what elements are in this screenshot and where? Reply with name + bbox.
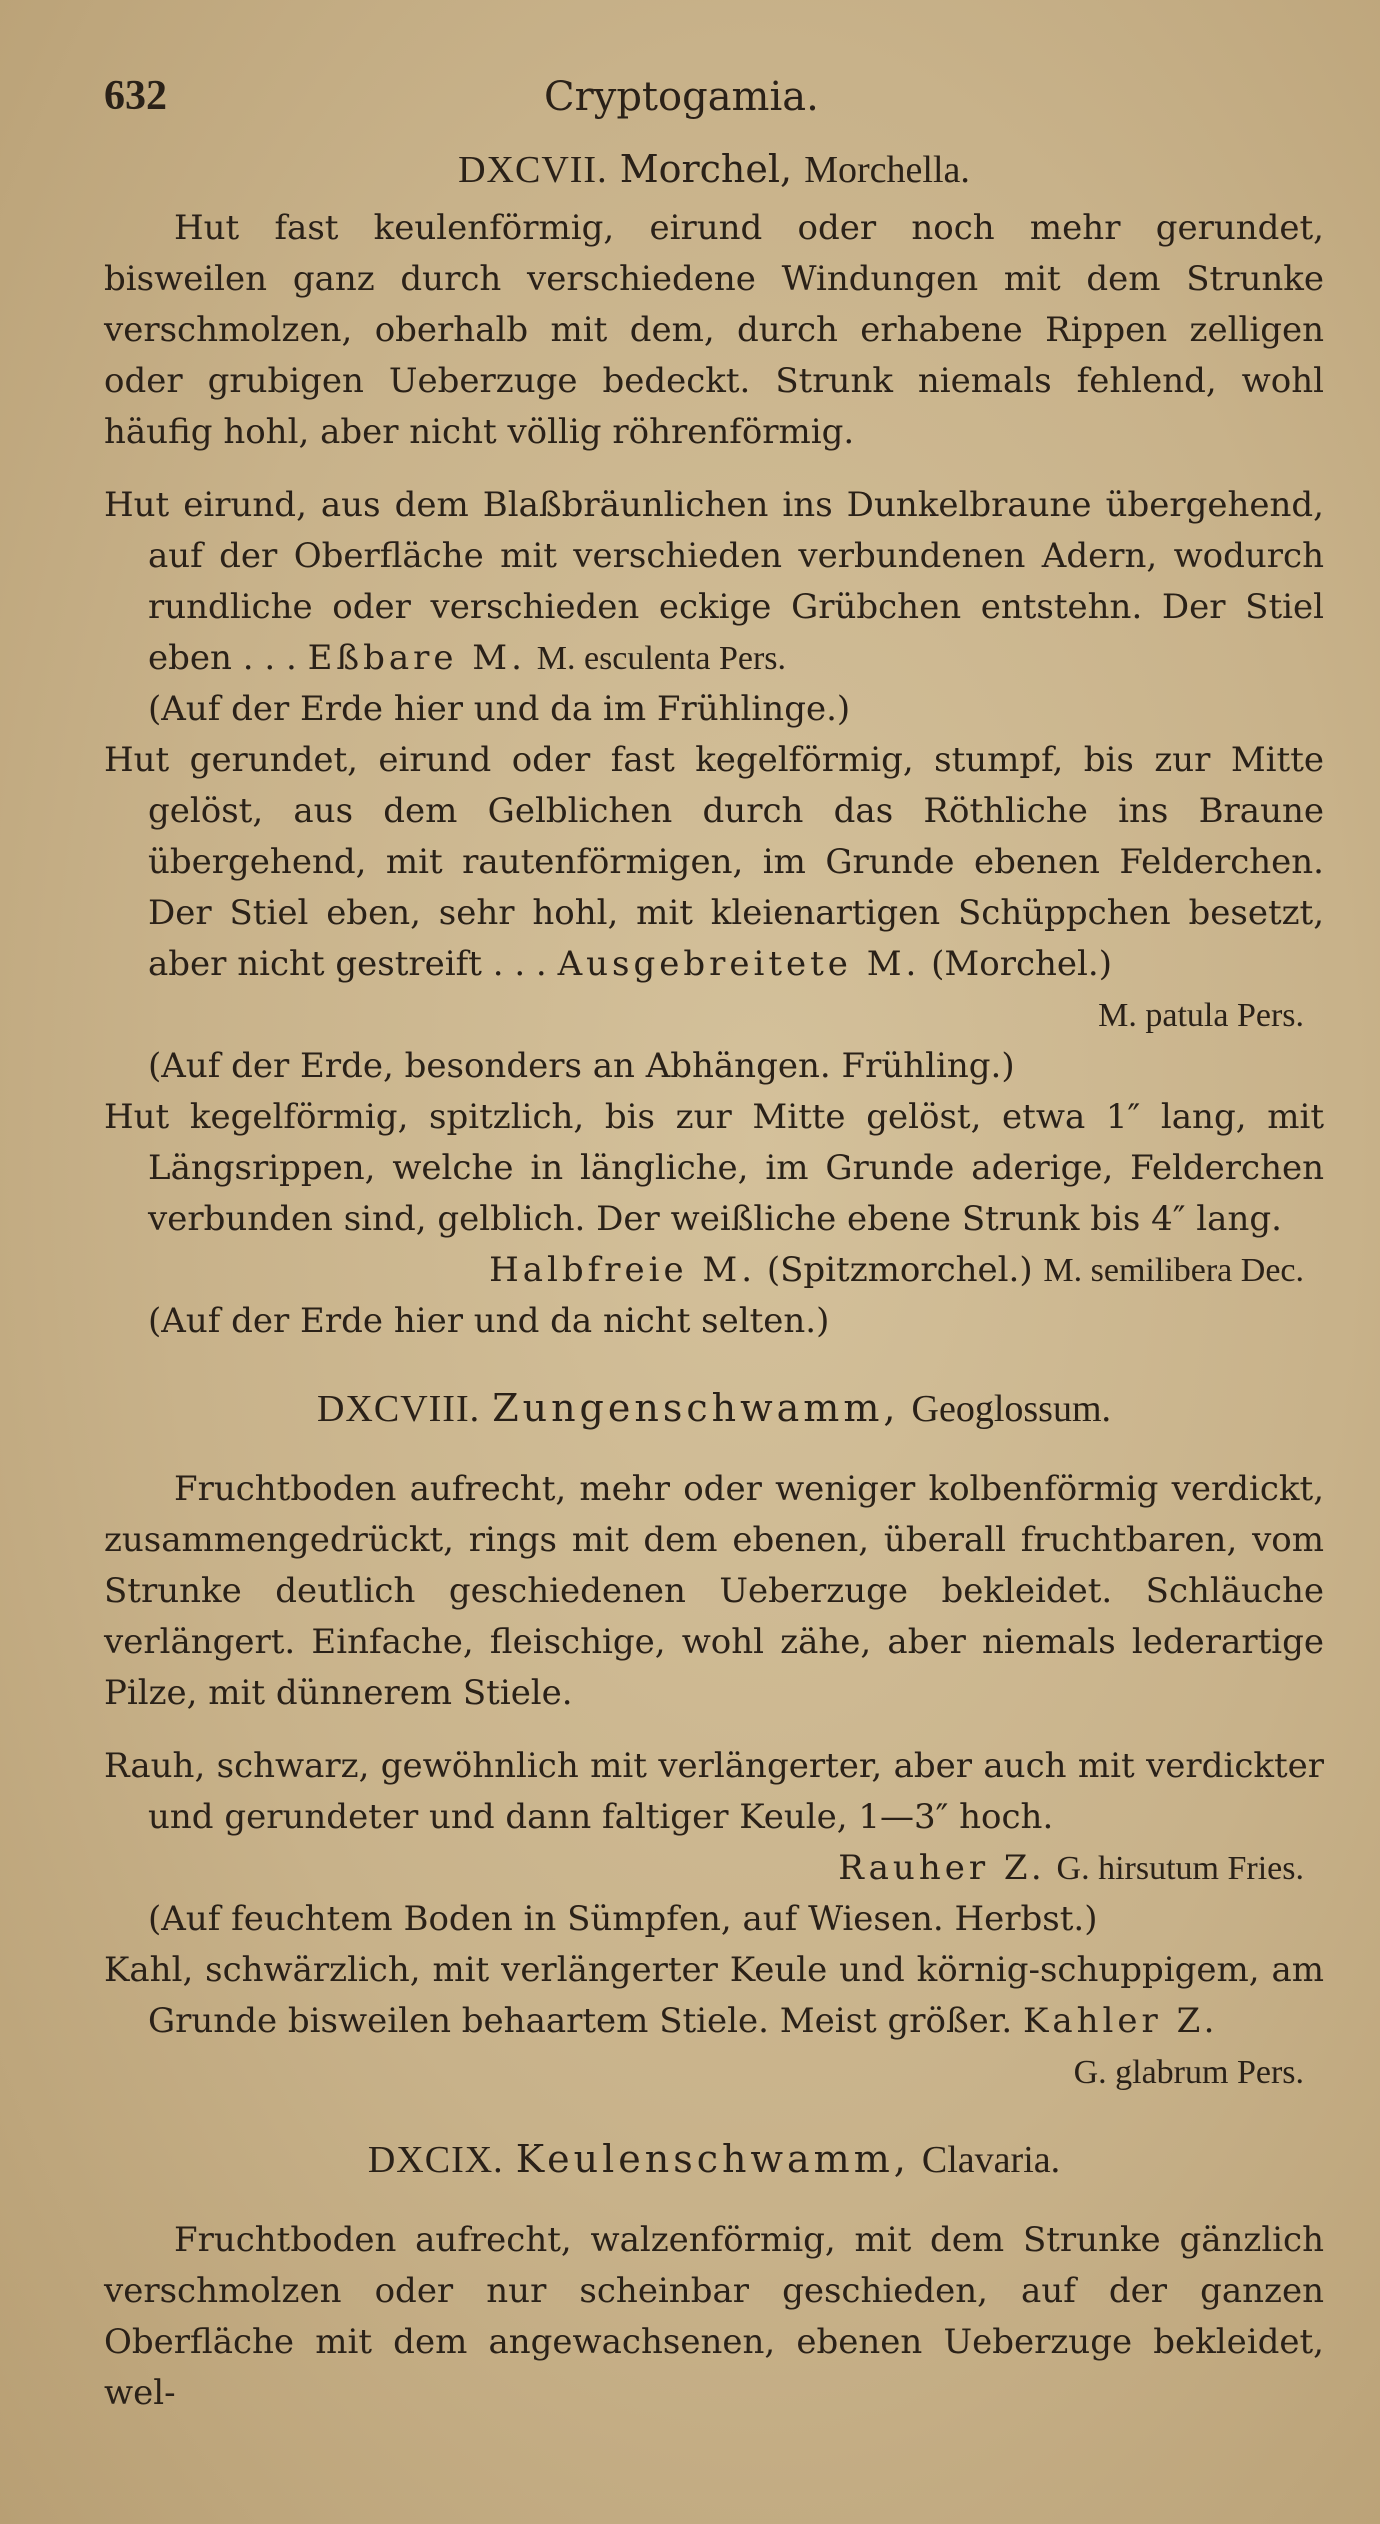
species-common-name: Halbfreie M. xyxy=(489,1250,757,1290)
species-latin-name: M. semilibera Dec. xyxy=(1043,1252,1304,1289)
species-habitat: (Auf der Erde hier und da nicht selten.) xyxy=(148,1301,830,1341)
species-habitat: (Auf der Erde hier und da im Frühlinge.) xyxy=(148,689,851,729)
species-common-name: Kahler Z. xyxy=(1022,2001,1219,2041)
species-entry xyxy=(104,1945,1324,2047)
genus-numeral: DXCVII. xyxy=(458,149,608,191)
species-common-name: Ausgebreitete M. xyxy=(557,944,921,984)
species-habitat: (Auf der Erde, besonders an Abhängen. Frühling.) xyxy=(148,1046,1015,1086)
genus-heading-morchella xyxy=(104,142,1324,197)
species-description: Hut kegelförmig, spitzlich, bis zur Mitte gelöst, etwa 1″ lang, mit Längsrippen, welche in längliche, im Grunde aderige, Felderchen verbunden sind, gelblich. Der weißliche ebene Strunk bis 4″ lang. xyxy=(104,1097,1324,1239)
genus-numeral: DXCVIII. xyxy=(316,1388,481,1430)
species-latin-name: G. hirsutum Fries. xyxy=(1056,1850,1304,1887)
genus-name-latin: Clavaria. xyxy=(921,2139,1061,2181)
page-number: 632 xyxy=(104,73,167,119)
genus-name-latin: Geoglossum. xyxy=(911,1388,1112,1430)
species-name-line xyxy=(104,1245,1324,1296)
running-head xyxy=(104,72,1324,142)
species-description: Hut eirund, aus dem Blaßbräunlichen ins Dunkelbraune übergehend, auf der Oberfläche mit verschieden verbundenen Adern, wodurch rundliche oder verschieden eckige Grübchen entstehn. Der Stiel eben . . . xyxy=(104,485,1324,678)
species-entry xyxy=(104,480,1324,684)
species-entry xyxy=(104,1741,1324,1843)
genus-numeral: DXCIX. xyxy=(367,2139,504,2181)
genus-description: Fruchtboden aufrecht, walzenförmig, mit dem Strunke gänzlich verschmolzen oder nur scheinbar geschieden, auf der ganzen Oberfläche mit dem angewachsenen, ebenen Ueberzuge bekleidet, wel- xyxy=(104,2220,1324,2413)
species-entry xyxy=(104,735,1324,990)
genus-description: Hut fast keulenförmig, eirund oder noch mehr gerundet, bisweilen ganz durch verschiedene Windungen mit dem Strunke verschmolzen, oberhalb mit dem, durch erhabene Rippen zelligen oder grubigen Ueberzuge bedeckt. Strunk niemals fehlend, wohl häufig hohl, aber nicht völlig röhrenförmig. xyxy=(104,208,1324,452)
species-common-name: Eßbare M. xyxy=(307,638,526,678)
genus-heading-clavaria xyxy=(104,2132,1324,2187)
species-vernacular-name: (Morchel.) xyxy=(931,944,1112,984)
species-common-name: Rauher Z. xyxy=(838,1848,1046,1888)
running-title: Cryptogamia. xyxy=(544,74,819,120)
species-name-line xyxy=(104,1843,1324,1894)
species-description: Kahl, schwärzlich, mit verlängerter Keule und körnig-schuppigem, am Grunde bisweilen behaartem Stiele. Meist größer. xyxy=(104,1950,1324,2041)
species-entry xyxy=(104,1092,1324,1245)
species-latin-name: G. glabrum Pers. xyxy=(1073,2054,1304,2091)
genus-name-german: Keulenschwamm, xyxy=(515,2137,910,2181)
genus-name-german: Zungenschwamm, xyxy=(492,1386,900,1430)
species-latin-name: M. patula Pers. xyxy=(1098,997,1304,1034)
species-description: Hut gerundet, eirund oder fast kegelförmig, stumpf, bis zur Mitte gelöst, aus dem Gelblichen durch das Röthliche ins Braune übergehend, mit rautenförmigen, im Grunde ebenen Felderchen. Der Stiel eben, sehr hohl, mit kleienartigen Schüppchen besetzt, aber nicht gestreift . . . xyxy=(104,740,1324,984)
species-habitat: (Auf feuchtem Boden in Sümpfen, auf Wiesen. Herbst.) xyxy=(148,1899,1098,1939)
book-page xyxy=(104,72,1324,2419)
species-vernacular-name: (Spitzmorchel.) xyxy=(766,1250,1033,1290)
genus-heading-geoglossum xyxy=(104,1381,1324,1436)
genus-name-latin: Morchella. xyxy=(804,149,970,191)
species-description: Rauh, schwarz, gewöhnlich mit verlängerter, aber auch mit verdickter und gerundeter und dann faltiger Keule, 1—3″ hoch. xyxy=(104,1746,1324,1837)
genus-name-german: Morchel, xyxy=(619,147,793,191)
species-latin-name: M. esculenta Pers. xyxy=(536,640,787,677)
genus-description: Fruchtboden aufrecht, mehr oder weniger kolbenförmig verdickt, zusammengedrückt, rings mit dem ebenen, überall fruchtbaren, vom Strunke deutlich geschiedenen Ueberzuge bekleidet. Schläuche verlängert. Einfache, fleischige, wohl zähe, aber niemals lederartige Pilze, mit dünnerem Stiele. xyxy=(104,1469,1324,1713)
